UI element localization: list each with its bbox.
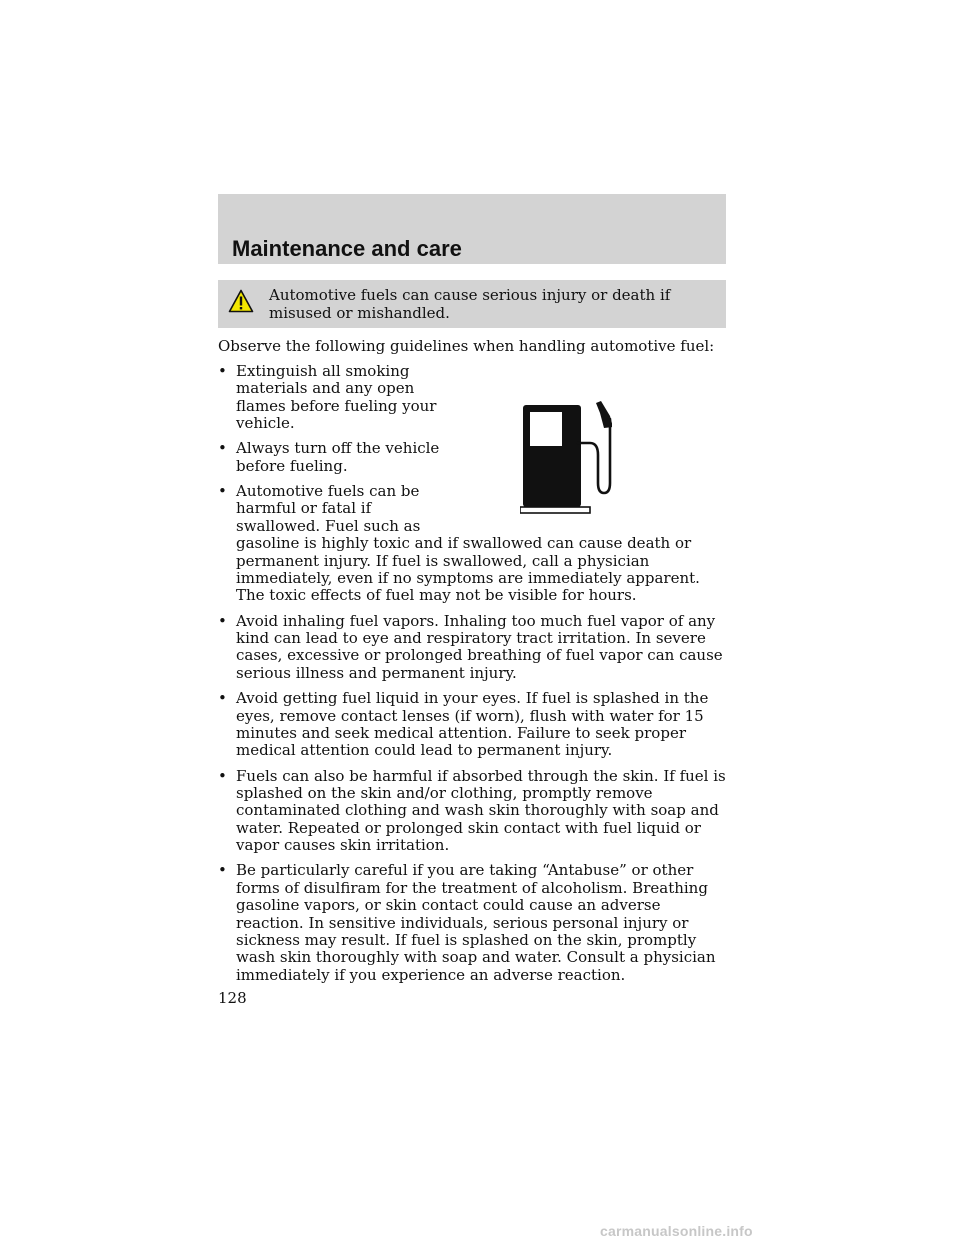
bullet-mark: • xyxy=(218,861,227,880)
list-item-text: Avoid inhaling fuel vapors. Inhaling too much fuel vapor of any kind can lead to eye and respiratory tract irritation. In severe cases, excessive or prolonged breathing of fuel vapor can cause serious illness and permanent injury. xyxy=(236,611,723,682)
footer-watermark: carmanualsonline.info xyxy=(600,1223,753,1239)
list-item xyxy=(218,613,730,683)
section-title: Maintenance and care xyxy=(232,236,462,261)
list-item xyxy=(218,440,730,475)
list-item xyxy=(218,862,730,984)
bullet-mark: • xyxy=(218,439,227,458)
page-number: 128 xyxy=(218,989,247,1007)
warning-box xyxy=(218,280,726,328)
list-item-text: Always turn off the vehicle before fueling. xyxy=(236,439,440,475)
list-item-text: Avoid getting fuel liquid in your eyes. If fuel is splashed in the eyes, remove contact lenses (if worn), flush with water for 15 minutes and seek medical attention. Failure to seek proper medical attention could lead to permanent injury. xyxy=(236,689,709,760)
bullet-mark: • xyxy=(218,362,227,380)
warning-triangle-icon xyxy=(228,289,254,313)
list-item-text: Automotive fuels can be harmful or fatal if swallowed. Fuel such as gasoline is highly toxic and if swallowed can cause death or permanent injury. If fuel is swallowed, call a physician immediately, even if no symptoms are immediately apparent. The toxic effects of fuel may not be visible for hours. xyxy=(236,482,700,605)
intro-paragraph: Observe the following guidelines when handling automotive fuel: xyxy=(218,337,715,355)
bullet-mark: • xyxy=(218,611,227,630)
list-item-text: Be particularly careful if you are taking “Antabuse” or other forms of disulfiram for the treatment of alcoholism. Breathing gasoline vapors, or skin contact could cause an adverse reaction. In sensitive individuals, serious personal injury or sickness may result. If fuel is splashed on the skin, promptly wash skin thoroughly with soap and water. Consult a physician immediately if you experience an adverse reaction. xyxy=(236,861,716,984)
bullet-mark: • xyxy=(218,766,227,785)
list-item xyxy=(218,363,730,433)
bullet-mark: • xyxy=(218,689,227,708)
list-item xyxy=(218,690,730,760)
fuel-guidelines-list xyxy=(218,363,730,992)
list-item xyxy=(218,768,730,855)
list-item xyxy=(218,483,730,605)
warning-text: Automotive fuels can cause serious injury or death if misused or mishandled. xyxy=(269,286,671,322)
bullet-mark: • xyxy=(218,482,227,501)
list-item-text: Extinguish all smoking materials and any open flames before fueling your vehicle. xyxy=(236,362,437,433)
list-item-text: Fuels can also be harmful if absorbed through the skin. If fuel is splashed on the skin and/or clothing, promptly remove contaminated clothing and wash skin thoroughly with soap and water. Repeated or prolonged skin contact with fuel liquid or vapor causes skin irritation. xyxy=(236,766,726,855)
section-header-band xyxy=(218,194,726,264)
